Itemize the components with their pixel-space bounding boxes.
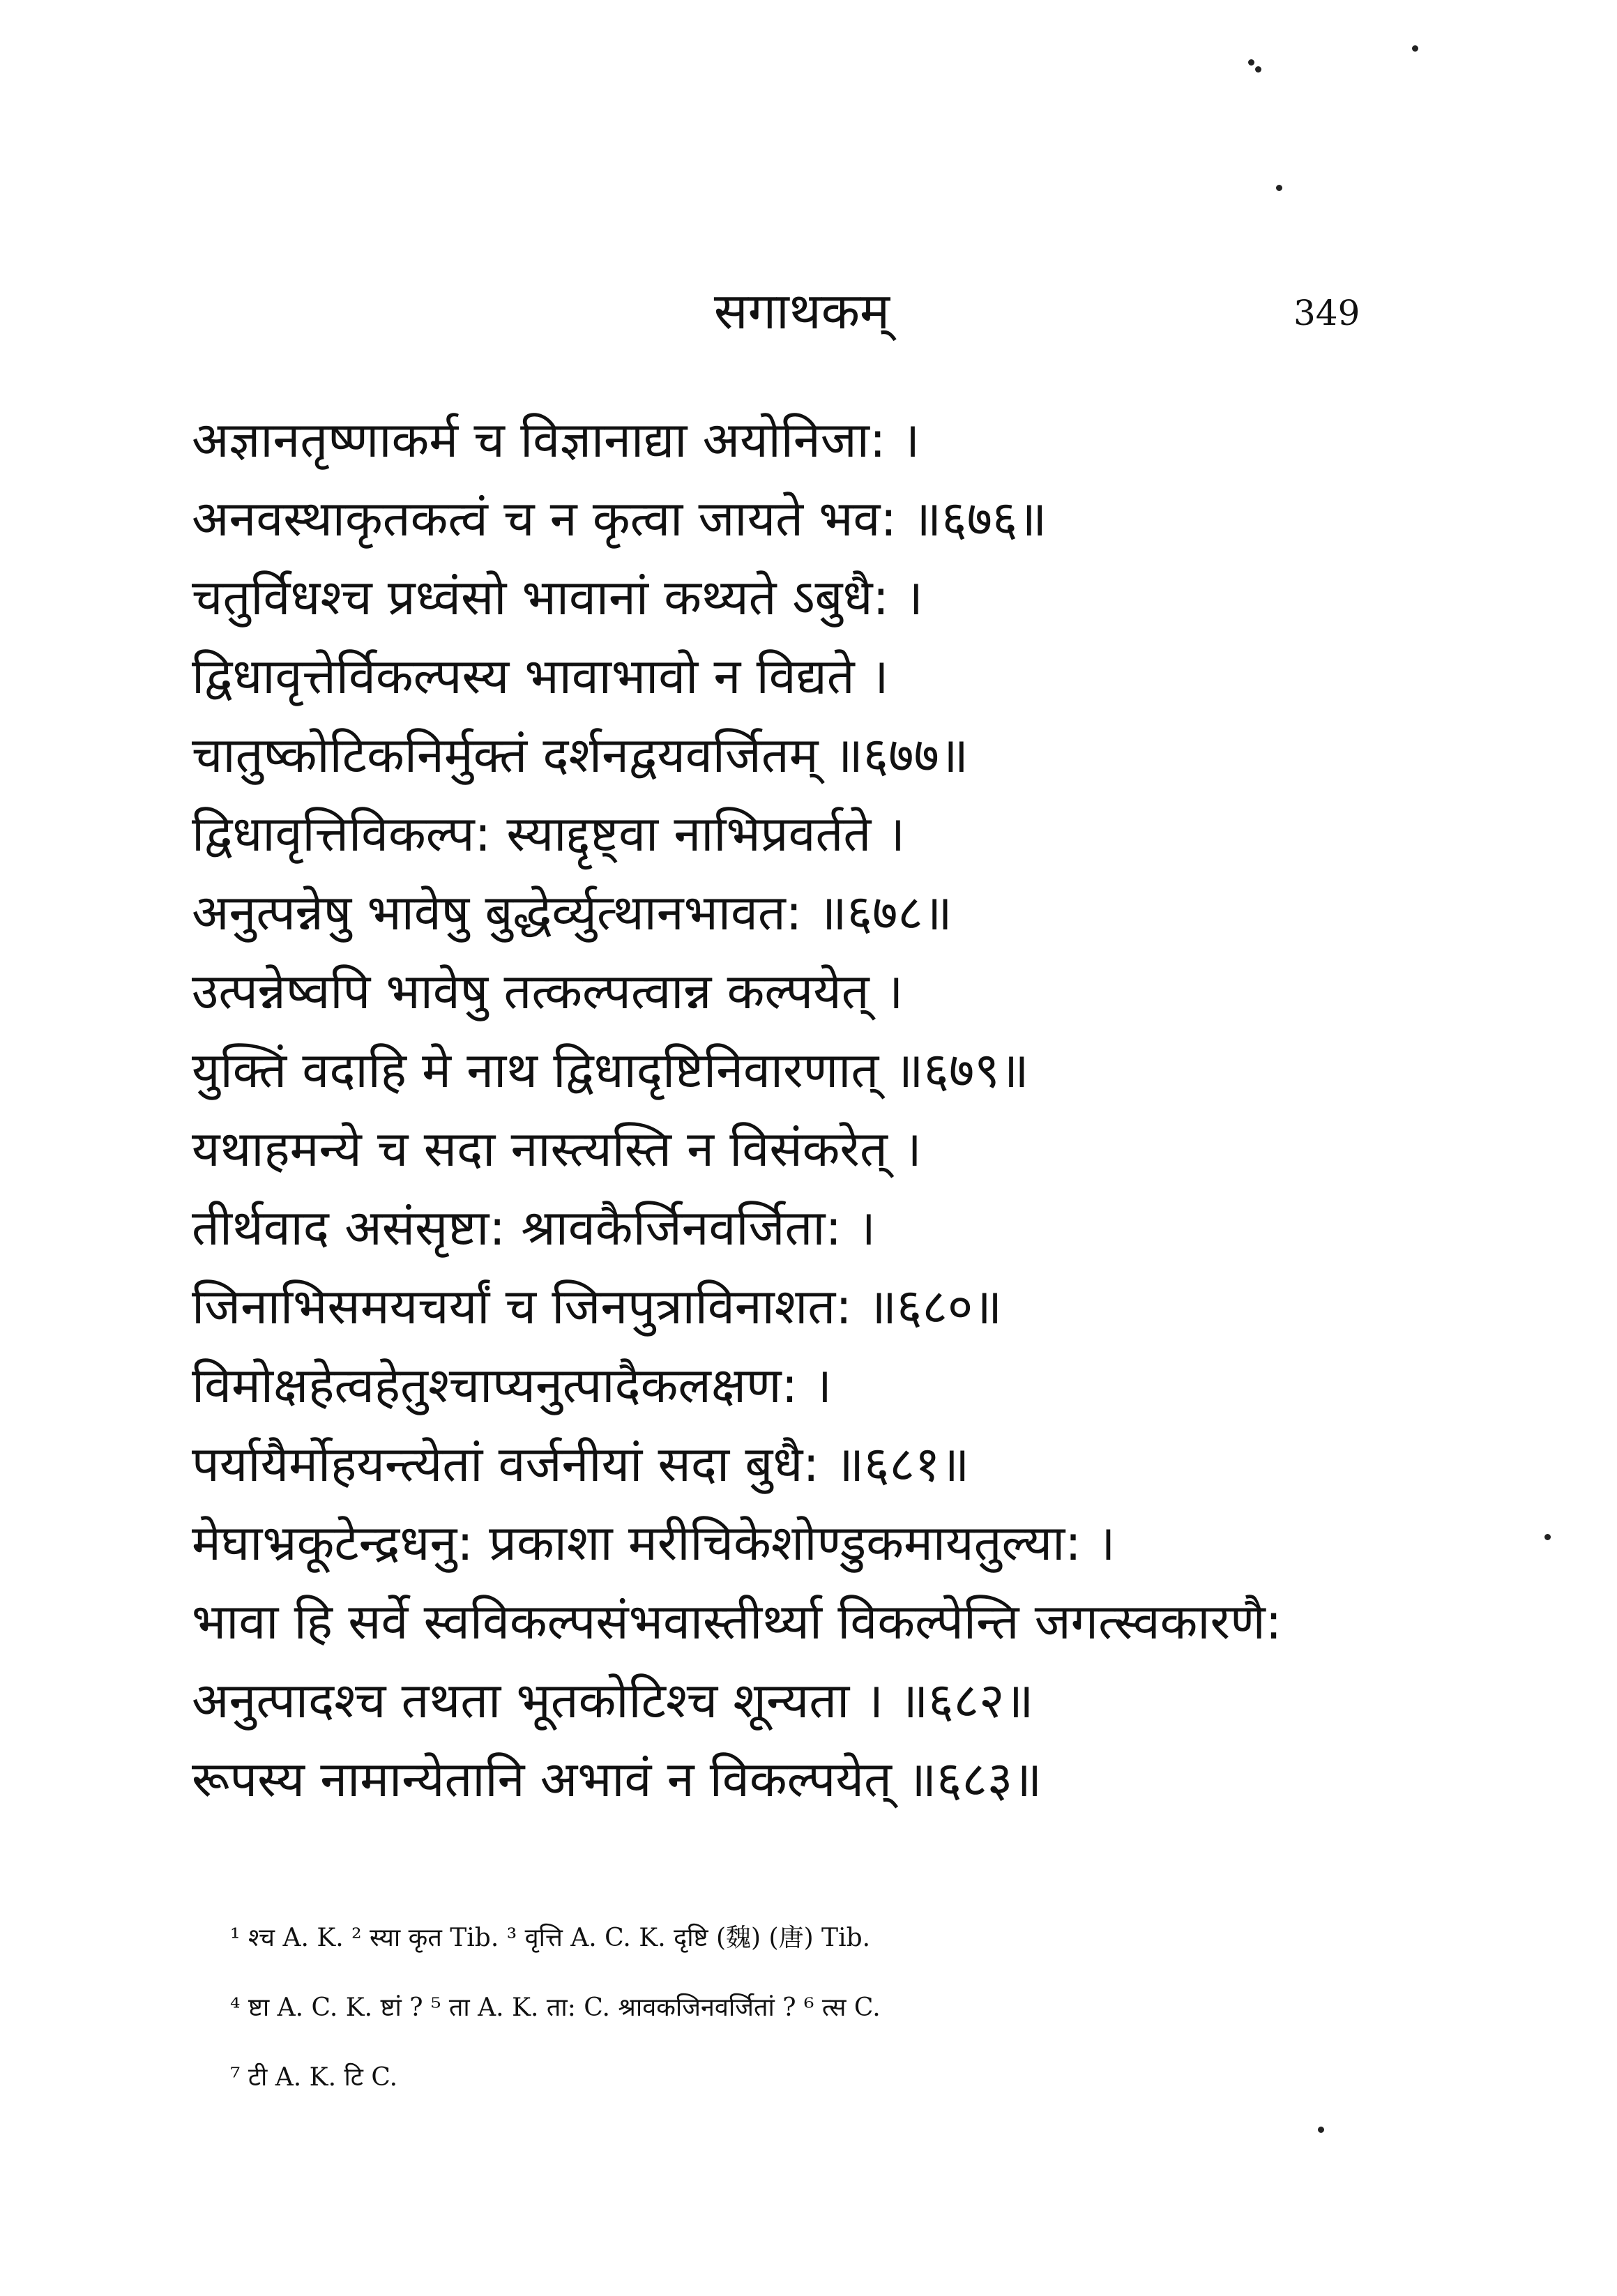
footnote-line: ¹ श्च A. K. ² स्या कृत Tib. ³ वृत्ति A. C. K. दृष्टि (魏) (唐) Tib. — [230, 1924, 871, 1952]
verse-line: रूपस्य नामान्येतानि अभावं न विकल्पयेत् ॥६८३॥ — [192, 1751, 1042, 1808]
page-title: सगाथकम् — [713, 282, 890, 340]
verse-line: द्विधावृत्तिविकल्प: स्याद्दृष्ट्वा नाभिप्रवर्तते । — [192, 805, 906, 862]
scan-speck — [1544, 1534, 1551, 1540]
scan-speck — [1248, 59, 1254, 66]
scan-speck — [1276, 185, 1282, 191]
scan-speck — [1412, 45, 1418, 52]
footnote-line: ⁷ टी A. K. टि C. — [230, 2063, 398, 2092]
verse-line: उत्पन्नेष्वपि भावेषु तत्कल्पत्वान्न कल्पयेत् । — [192, 963, 904, 1020]
verse-line: मेघाभ्रकूटेन्द्रधनु: प्रकाशा मरीचिकेशोण्डुकमायतुल्या: । — [192, 1514, 1116, 1572]
verse-line: अनुत्पन्नेषु भावेषु बुद्धेर्व्युत्थानभावत: ॥६७८॥ — [192, 884, 952, 941]
page-number: 349 — [1293, 293, 1360, 333]
scan-speck — [1318, 2127, 1324, 2133]
verse-line: जिनाभिसमयचर्यां च जिनपुत्राविनाशत: ॥६८०॥ — [192, 1278, 1003, 1335]
verse-line: चतुर्विधश्च प्रध्वंसो भावानां कथ्यते ऽबुधै: । — [192, 569, 923, 626]
verse-line: तीर्थवाद असंसृष्टा: श्रावकैर्जिनवर्जिता: । — [192, 1199, 876, 1256]
footnotes — [230, 1903, 1374, 2113]
verse-line: भावा हि सर्वे स्वविकल्पसंभवास्तीर्थ्या विकल्पेन्ति जगत्स्वकारणै: — [192, 1593, 1282, 1650]
verse-line: युक्तिं वदाहि मे नाथ द्विधादृष्टिनिवारणात् ॥६७९॥ — [192, 1042, 1029, 1099]
verse-line: चातुष्कोटिकनिर्मुक्तं दर्शनद्वयवर्जितम् ॥६७७॥ — [192, 727, 969, 784]
verse-line: अनवस्थाकृतकत्वं च न कृत्वा जायते भव: ॥६७६॥ — [192, 490, 1047, 547]
verse-line: अनुत्पादश्च तथता भूतकोटिश्च शून्यता । ॥६८२॥ — [192, 1672, 1034, 1729]
verse-line: अज्ञानतृष्णाकर्म च विज्ञानाद्या अयोनिजा: । — [192, 411, 920, 469]
verse-block — [192, 401, 1391, 1819]
verse-line: पर्यायैर्मोहयन्त्येतां वर्जनीयां सदा बुधै: ॥६८१॥ — [192, 1436, 970, 1493]
verse-line: द्विधावृत्तेर्विकल्पस्य भावाभावो न विद्यते । — [192, 648, 889, 705]
verse-line: विमोक्षहेत्वहेतुश्चाप्यनुत्पादैकलक्षण: । — [192, 1357, 833, 1414]
footnote-line: ⁴ ष्टा A. C. K. ष्टां ? ⁵ ता A. K. ता: C. श्रावकजिनवर्जितां ? ⁶ त्स C. — [230, 1993, 881, 2022]
verse-line: यथाहमन्ये च सदा नास्त्यस्ति न विसंकरेत् । — [192, 1120, 922, 1178]
scan-speck — [1255, 66, 1261, 73]
